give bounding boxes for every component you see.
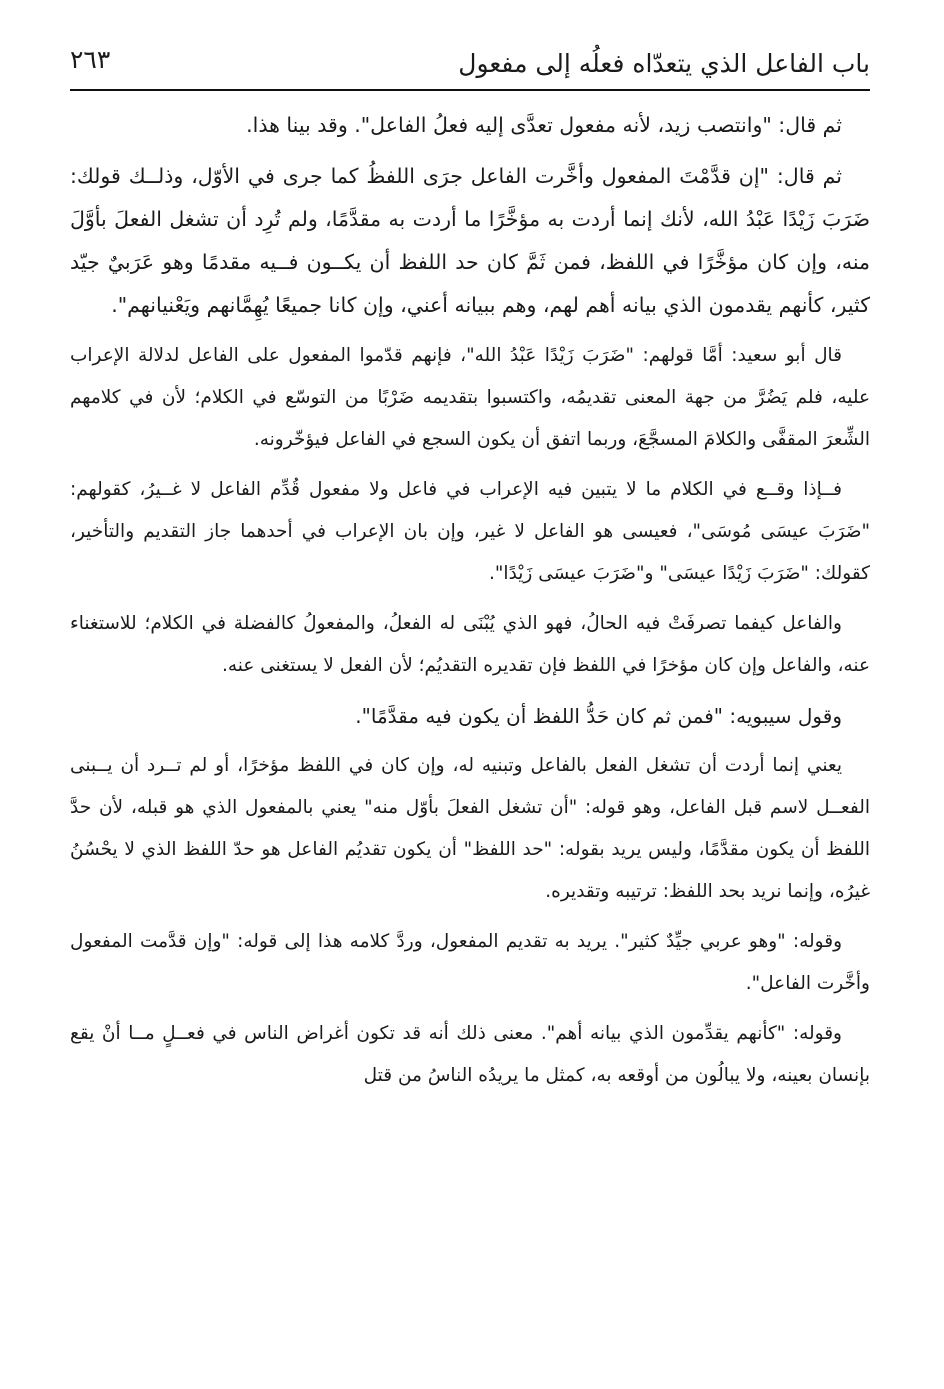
- paragraph-quote-1: ثم قال: "وانتصب زيد، لأنه مفعول تعدَّى إليه فعلُ الفاعل". وقد بينا هذا.: [246, 113, 842, 137]
- paragraph-commentary-2: فــإذا وقــع في الكلام ما لا يتبين فيه الإعراب في فاعل ولا مفعول قُدِّم الفاعل لا غــيرُ، كقولهم: "ضَرَبَ عيسَى مُوسَى"، فعيسى هو الفاعل لا غير، وإن بان الإعراب في أحدهما جاز التقديم والتأخير، كقولك: "ضَرَبَ زَيْدًا عيسَى" و"ضَرَبَ عيسَى زَيْدًا".: [70, 479, 870, 584]
- header-rule: [70, 89, 870, 91]
- paragraph-commentary-5: وقوله: "وهو عربي جيِّدٌ كثير". يريد به تقديم المفعول، وردَّ كلامه هذا إلى قوله: "وإن قدَّمت المفعول وأخَّرت الفاعل".: [70, 931, 870, 994]
- paragraph-sibawayh-quote: وقول سيبويه: "فمن ثم كان حَدُّ اللفظ أن يكون فيه مقدَّمًا".: [355, 704, 842, 728]
- paragraph-commentary-4: يعني إنما أردت أن تشغل الفعل بالفاعل وتبنيه له، وإن كان في اللفظ مؤخرًا، أو لم تــرد أن يــبنى الفعــل لاسم قبل الفاعل، وهو قوله: "أن تشغل الفعلَ بأوّل منه" يعني بالمفعول الذي هو قبله، لأن حدَّ اللفظ أن يكون مقدَّمًا، وليس يريد بقوله: "حد اللفظ" أن يكون تقديُم الفاعل هو حدّ اللفظ الذي لا يحْسُنُ غيرُه، وإنما نريد بحد اللفظ: ترتيبه وتقديره.: [70, 755, 870, 902]
- paragraph-commentary-1: قال أبو سعيد: أمَّا قولهم: "ضَرَبَ زَيْدًا عَبْدُ الله"، فإنهم قدّموا المفعول على الفاعل لدلالة الإعراب عليه، فلم يَضُرَّ من جهة المعنى تقديمُه، واكتسبوا بتقديمه ضَرْبًا من التوسّع في الكلام؛ لأن في كلامهم الشِّعرَ المقفَّى والكلامَ المسجَّعَ، وربما اتفق أن يكون السجع في الفاعل فيؤخّرونه.: [70, 345, 870, 450]
- page-body: [70, 104, 870, 1105]
- paragraph-commentary-3: والفاعل كيفما تصرفَتْ فيه الحالُ، فهو الذي يُبْنَى له الفعلُ، والمفعولُ كالفضلة في الكلام؛ للاستغناء عنه، والفاعل وإن كان مؤخرًا في اللفظ فإن تقديره التقديُم؛ لأن الفعل لا يستغنى عنه.: [70, 613, 870, 676]
- running-header: [70, 38, 870, 86]
- page-number: ٢٦٣: [70, 45, 111, 74]
- book-page: [70, 0, 870, 1389]
- paragraph-quote-2: ثم قال: "إن قدَّمْتَ المفعول وأخَّرت الفاعل جرَى اللفظُ كما جرى في الأوّل، وذلــك قولك: ضَرَبَ زَيْدًا عَبْدُ الله، لأنك إنما أردت به مؤخَّرًا ما أردت به مقدَّمًا، ولم تُرِد أن تشغل الفعلَ بأوَّلَ منه، وإن كان مؤخَّرًا في اللفظ، فمن ثَمَّ كان حد اللفظ أن يكــون فــيه مقدمًا وهو عَرَبيٌ جيّد كثير، كأنهم يقدمون الذي بيانه أهم لهم، وهم ببيانه أعني، وإن كانا جميعًا يُهِمَّانهم ويَعْنيانهم".: [70, 164, 870, 317]
- paragraph-commentary-6: وقوله: "كأنهم يقدِّمون الذي بيانه أهم". معنى ذلك أنه قد تكون أغراض الناس في فعــلٍ مــا أنْ يقع بإنسان بعينه، ولا يبالُون من أوقعه به، كمثل ما يريدُه الناسُ من قتل: [70, 1023, 870, 1086]
- chapter-title: باب الفاعل الذي يتعدّاه فعلُه إلى مفعول: [458, 49, 870, 78]
